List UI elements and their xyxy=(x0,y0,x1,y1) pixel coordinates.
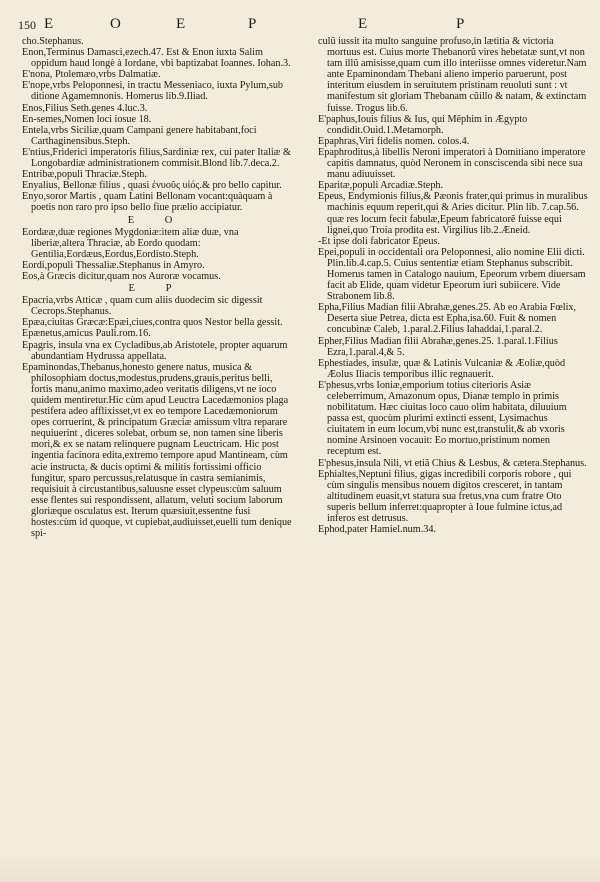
dictionary-entry: cho.Stephanus. xyxy=(22,36,84,47)
page-number: 150 xyxy=(18,18,36,32)
dictionary-entry: E'phesus,insula Nili, vt etiã Chius & Lesbus, & cætera.Stephanus. xyxy=(318,457,587,469)
running-header xyxy=(0,16,600,36)
dictionary-entry: Enon,Terminus Damasci,ezech.47. Est & Enon iuxta Salim oppidum haud longè à Iordane, vbi baptizabat Ioannes. Iohan.3. xyxy=(22,47,291,70)
dictionary-entry: Epagris, insula vna ex Cycladibus,ab Aristotele, propter aquarum abundantiam Hydrussa appellata. xyxy=(22,339,288,362)
dictionary-entry: Entela,vrbs Siciliæ,quam Campani genere habitabant,foci Carthaginensibus.Steph. xyxy=(22,124,257,147)
dictionary-entry: Epha,Filius Madian filii Abrahæ,genes.25. Ab eo Arabia Fœlix, Deserta siue Petrea, dicta est Epha,isa.60. Fuit & nomen concubinæ Caleb, 1.paral.2.Filius Iahaddai,1.paral.2. xyxy=(318,302,577,336)
right-column xyxy=(318,36,588,535)
section-heading: E P xyxy=(128,283,186,295)
header-letter: E xyxy=(44,16,56,32)
dictionary-entry: E'paphus,Iouis filius & Ius, qui Mẽphim in Ægypto condidit.Ouid.1.Metamorph. xyxy=(318,113,528,136)
dictionary-entry: Enos,Filius Seth.genes 4.luc.3. xyxy=(22,102,148,114)
dictionary-entry: Epei,populi in occidentali ora Peloponnesi, alio nomine Elii dicti. Plin.lib.4.cap.5. Cuius sententiæ etiam Stephanus subscribit. Homerus tamen in Catalogo nauium, Epeorum vrbem diuersam facit ab Elide, quam videtur Epeorum iuri subiicere. Vide Strabonem lib.8. xyxy=(318,246,586,303)
dictionary-entry: Epaphras,Viri fidelis nomen. colos.4. xyxy=(318,135,470,147)
header-letter: P xyxy=(248,16,259,32)
dictionary-entry: E'nope,vrbs Peloponnesi, in tractu Messeniaco, iuxta Pylum,sub ditione Agamemnonis. Homerus lib.9.Iliad. xyxy=(22,80,284,103)
dictionary-entry: Eos,à Græcis dicitur,quam nos Auroræ vocamus. xyxy=(22,270,221,282)
dictionary-entry: Enyalius, Bellonæ filius , quasi ἐνυοῦς υἱός.& pro bello capitur. xyxy=(22,180,282,192)
dictionary-entry: Epher,Filius Madian filii Abrahæ,genes.25. 1.paral.1.Filius Ezra,1.paral.4,& 5. xyxy=(318,335,558,358)
dictionary-entry: Epaphroditus,à libellis Neroni imperatori à Domitiano imperatore capitis damnatus, quòd Neronem in consciscenda sibi nece sua manu adiuuisset. xyxy=(318,146,586,181)
dictionary-entry: E'nona, Ptolemæo,vrbs Dalmatiæ. xyxy=(22,69,161,81)
header-letter: O xyxy=(110,16,123,32)
dictionary-entry: -Et ipse doli fabricator Epeus. xyxy=(318,235,440,247)
dictionary-entry: Epaminondas,Thebanus,honesto genere natus, musica & philosophiam doctus,modestus,prudens,grauis,peritus belli, fortis manu,animo maximo,adeo veritatis diligens,vt ne ioco quidem mentiretur.Hic cùm apud Leuctra Lacedæmonios plaga pestifera adeo afflixisset,vt ex eo tempore Lacedæmoniorum opes corruerint, & principatum Græciæ amissum vltra reparare nequiuerint , diceres solebat, orbum se, non tamen sine liberis mori,& ex se natam relinquere pugnam Leuctricam. Hic post ingentia facinora edita,extremo tempore apud Mantineam, cùm acie instructa, & ducis optimi & militis fortissimi officio fungitur, sparo percussus,relatusque in castra semianimis, requisiuit à circustantibus,saluusne esset clypeus:cùm saluum esse flentes sui respondissent, allatum, veluti socium laborum gloriæque osculatus est. Iterum quæsiuit,essentne fusi hostes:cùm id quoque, vt cupiebat,audiuisset,euelli tum denique spi- xyxy=(22,361,292,540)
dictionary-entry: Eordææ,duæ regiones Mygdoniæ:item aliæ duæ, vna liberiæ,altera Thraciæ, ab Eordo quodam: Gentilia,Eordæus,Eordus,Eordisto.Steph. xyxy=(22,226,239,260)
dictionary-entry: culũ iussit ita multo sanguine profuso,in lætitia & victoria mortuus est. Cuius morte Thebanorũ vires hebetatæ sunt,vt non tam illũ amisisse,quam cum illo interiisse omnes videretur.Nam ante Epaminondam Thebani alieno imperio paruerunt, post interitum eiusdem in seruitutem pristinam reuoluti sunt : vt manifestum sit gloriam Thebanam cũillo & natam, & extinctam fuisse. Trogus lib.6. xyxy=(318,36,587,114)
dictionary-entry: Enyo,soror Martis , quam Latini Bellonam vocant:quàquam à poetis non raro pro ipso bello fiue prælio accipiatur. xyxy=(22,191,273,214)
dictionary-entry: Epeus, Endymionis filius,& Pæonis frater,qui primus in muralibus machinis equum reperit,qui & Aries dicitur. Plin lib. 7.cap.56. quæ res locum fecit fabulæ,Epeum fabricatorẽ fuisse equi lignei,quo Troia prodita est. Virgilius lib.2.Æneid. xyxy=(318,191,588,236)
dictionary-entry: Epæa,ciuitas Græcæ:Epæi,ciues,contra quos Nestor bella gessit. xyxy=(22,317,283,329)
header-letter: E xyxy=(176,16,188,32)
left-column xyxy=(22,36,292,539)
dictionary-entry: Epacria,vrbs Atticæ , quam cum aliis duodecim sic digessit Cecrops.Stephanus. xyxy=(22,295,263,318)
dictionary-entry: Ephod,pater Hamiel.num.34. xyxy=(318,524,436,536)
header-letter: E xyxy=(358,16,370,32)
dictionary-entry: Epænetus,amicus Pauli.rom.16. xyxy=(22,328,151,340)
dictionary-entry: Eordi,populi Thessaliæ.Stephanus in Amyro. xyxy=(22,259,205,271)
section-heading: E O xyxy=(127,214,187,226)
header-letter: P xyxy=(456,16,467,32)
page-edge xyxy=(0,852,600,882)
dictionary-entry: E'phesus,vrbs Ioniæ,emporium totius citerioris Asiæ celeberrimum, Amazonum opus, Dianæ templo in primis nobilitatum. Hæc ciuitas loco cauo olim habitata, diluuium passa est, quocùm plurimi extincti essent, Lysimachus ciuitatem in eum locum,vbi nunc est,transtulit,& ab vxoris nomine Arsinoen vocauit: Eo mortuo,pristinum nomen receptum est. xyxy=(318,379,567,458)
dictionary-entry: Ephestiades, insulæ, quæ & Latinis Vulcaniæ & Æoliæ,quòd Æolus Iliacis temporibus illic regnauerit. xyxy=(318,357,566,380)
dictionary-entry: Eparitæ,populi Arcadiæ.Steph. xyxy=(318,180,444,192)
dictionary-entry: En-semes,Nomen loci iosue 18. xyxy=(22,113,152,125)
dictionary-entry: E'ntius,Friderici imperatoris filius,Sardiniæ rex, cui pater Italiæ & Longobardiæ administrationem commisit.Blond lib.7.deca.2. xyxy=(22,146,291,170)
dictionary-entry: Entribæ,populi Thraciæ.Steph. xyxy=(22,169,147,181)
dictionary-entry: Ephialtes,Neptuni filius, gigas incredibili corporis robore , qui cùm singulis mensibus nouem digitos cresceret, in tantam altitudinem euasit,vt statura sua fretus,vna cum fratre Oto superis bellum inferret:quapropter à Ioue fulmine ictus,ad inferos est detrusus. xyxy=(318,468,572,525)
